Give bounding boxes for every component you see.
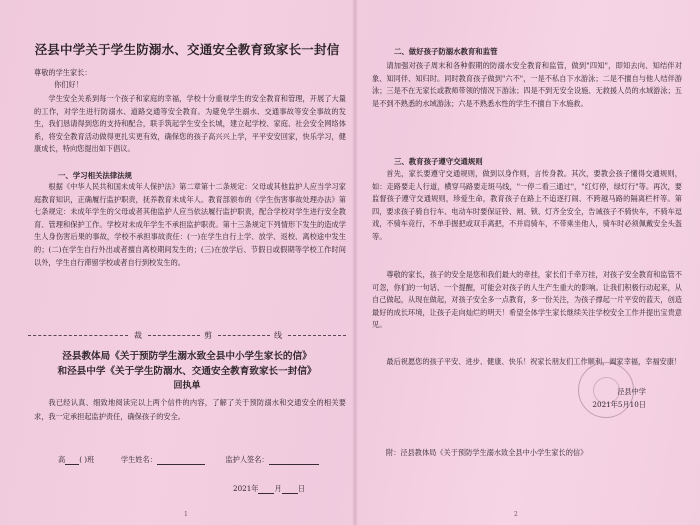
page-number-right: 2 <box>514 511 518 518</box>
cut-dash-mid1 <box>148 335 200 336</box>
date-day-label: 日 <box>297 484 305 493</box>
receipt-body: 我已经认真、细致地阅读完以上两个信件的内容，了解了关于预防溺水和交通安全的相关要求，我一定承担起监护责任，确保孩子的安全。 <box>34 398 346 421</box>
salutation: 尊敬的学生家长： <box>34 68 92 77</box>
receipt-form <box>58 455 348 465</box>
signature-block <box>592 385 646 411</box>
section1-paragraph: 根据《中华人民共和国未成年人保护法》第二章第十二条规定：父母或其他监护人应当学习家庭教育知识，正确履行监护职责，抚养教育未成年人。教育部颁布的《学生伤害事故处理办法》第七条规定：未成年学生的父母或者其他监护人应当依法履行监护职责，配合学校对学生进行安全教育、管理和保护工作。学校对未成年学生不承担监护职责。第十三条规定下列情形下发生的造成学生人身伤害后果的事故，学校不承担事故责任：(一)在学生自行上学、放学、返校、离校途中发生的；(二)在学生自行外出或者擅自离校期间发生的；(三)在放学后、节假日或假期等学校工作时间以外，学生自行滞留学校或者自行到校发生的。 <box>34 182 346 267</box>
right-page <box>372 0 682 525</box>
form-class-paren[interactable]: ( ) <box>79 455 88 464</box>
form-guardian-label: 监护人签名： <box>225 455 269 464</box>
cut-dash-mid2 <box>218 335 270 336</box>
section2-heading: 二、做好孩子防溺水教育和监管 <box>394 47 498 56</box>
date-month-label: 月 <box>274 484 282 493</box>
section3-paragraph: 首先，家长要遵守交通规则，做到以身作则，言传身教。其次，要教会孩子懂得交通规则，如：走路要走人行道，横穿马路要走斑马线，"一停二看三通过"，"红灯停，绿灯行"等。再次，要监督孩子遵守交通规则，珍爱生命，教育孩子在路上不追逐打闹、不跨越马路的隔离栏杆等。第四，要求孩子骑自行车、电动车时要保证铃、闸、锁、灯齐全安全，告诫孩子不骑快车，不骑车逗戏，不骑车竞行，不单手握把或双手离把，不并肩骑车，不带乘坐他人，骑车时必须佩戴安全头盔等。 <box>372 169 682 241</box>
closing-paragraph: 尊敬的家长，孩子的安全是您和我们最大的牵挂，家长们千牵万挂，对孩子安全教育和监管不可忽，你们的一句话、一个提醒，可能会对孩子的人生产生重大的影响。让我们积极行动起来，从自己做起，从现在做起，对孩子安全多一点教育，多一份关注，为孩子撑起一片平安的蓝天，创造最好的成长环境，让孩子走向灿烂的明天！希望全体学生家长继续关注学校安全工作并提出宝贵意见。 <box>372 270 682 330</box>
intro-paragraph: 学生安全关系到每一个孩子和家庭的幸福，学校十分重视学生的安全教育和管理，开展了大量的工作，对学生进行防溺水、道路交通等安全教育。为避免学生溺水、交通事故等安全事故的发生，我们恳请得到您的支持和配合，联手筑起学生安全长城，建立起学校、家庭、社会安全网络体系，将安全教育活动做得更扎实更有效，确保您的孩子高兴兴上学，平平安安回家，快乐学习，健康成长，特向您提出如下倡议。 <box>34 94 346 154</box>
wish-paragraph: 最后祝愿您的孩子平安、进步、健康、快乐！祝家长朋友们工作顺利，阖家幸福，幸福安康！ <box>386 357 682 366</box>
letter-title: 泾县中学关于学生防溺水、交通安全教育致家长一封信 <box>34 42 340 57</box>
cut-dash-right <box>288 335 346 336</box>
form-grade-label: 高 <box>58 455 66 464</box>
receipt-title-line3: 回执单 <box>173 381 201 391</box>
form-grade-blank[interactable] <box>65 457 79 465</box>
cut-line <box>28 330 346 340</box>
date-month-blank[interactable] <box>258 486 274 494</box>
form-student-label: 学生姓名： <box>120 455 157 464</box>
page-number-left: 1 <box>184 511 188 518</box>
receipt-title-line2: 和泾县中学《关于学生防溺水、交通安全教育致家长一封信》 <box>57 366 317 377</box>
cut-word-3: 线 <box>274 331 282 340</box>
left-page <box>28 0 346 525</box>
signature-date: 2021年5月10日 <box>592 400 646 409</box>
cut-dash-left <box>28 335 128 336</box>
date-year-label: 2021年 <box>233 484 259 493</box>
signer-name: 泾县中学 <box>617 387 646 396</box>
receipt-title-line1: 泾县教体局《关于预防学生溺水致全县中小学生家长的信》 <box>62 351 312 362</box>
cut-word-2: 剪 <box>204 331 212 340</box>
section3-heading: 三、教育孩子遵守交通规则 <box>394 157 483 166</box>
form-class-label: 班 <box>87 455 95 464</box>
receipt-date <box>233 484 305 494</box>
section1-heading: 一、学习相关法律法规 <box>58 171 132 180</box>
guardian-signature-blank[interactable] <box>269 457 319 465</box>
section2-paragraph: 请加强对孩子周末和各种假期的防溺水安全教育和监管，做到"四知"，即知去向、知结伴对象、知同伴、知归时。同时教育孩子做到"六不"，一是不私自下水游泳；二是不擅自与他人结伴游泳；三是不在无家长或教师带领的情况下游泳；四是不到无安全设施、无救援人员的水域游泳；五是不到不熟悉的水域游泳；六是不熟悉水性的学生不擅自下水施救。 <box>372 61 682 108</box>
greeting: 你们好！ <box>54 80 83 89</box>
page-fold <box>352 0 358 525</box>
cut-word-1: 裁 <box>134 331 142 340</box>
attachment-note: 附：泾县教体局《关于预防学生溺水致全县中小学生家长的信》 <box>386 448 588 457</box>
date-day-blank[interactable] <box>282 486 298 494</box>
student-name-blank[interactable] <box>157 457 205 465</box>
